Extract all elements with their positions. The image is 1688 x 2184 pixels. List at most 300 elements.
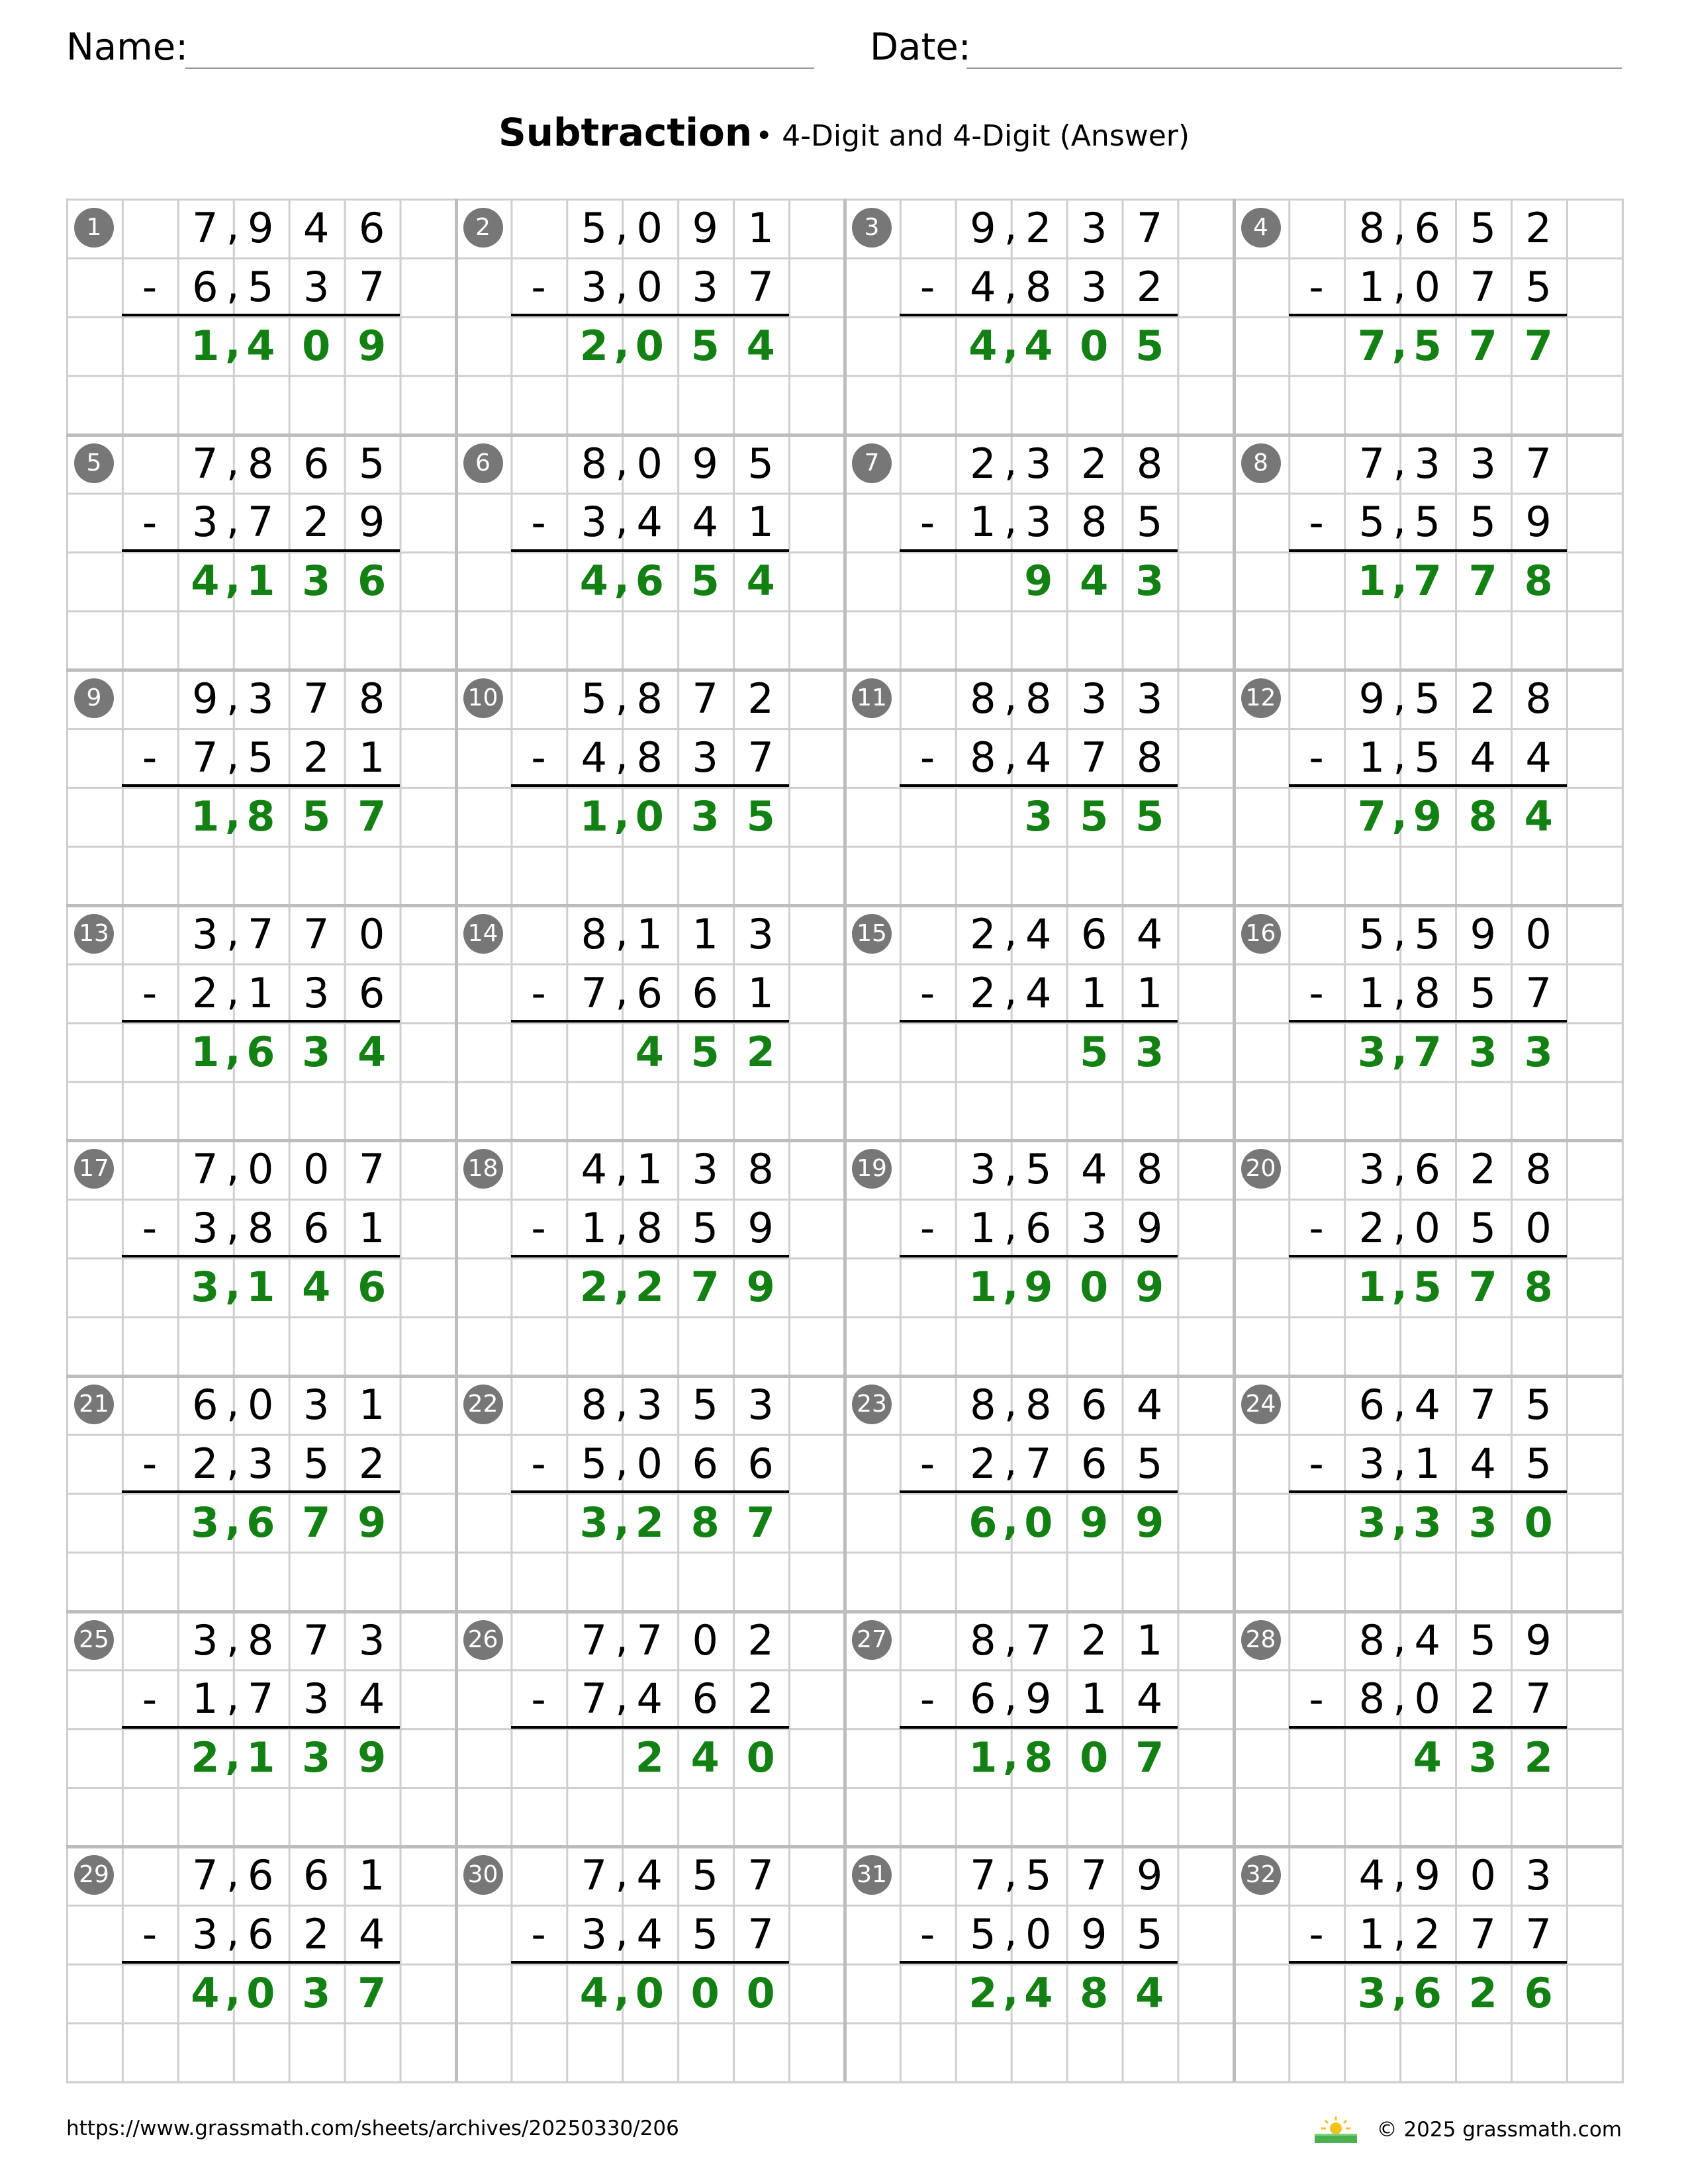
answer-digit: 7 — [690, 1263, 720, 1312]
subtrahend-digit: 3 — [692, 733, 718, 782]
subtrahend-comma: , — [1393, 731, 1407, 780]
problem-10 — [455, 669, 845, 905]
answer-comma: , — [614, 554, 630, 603]
minuend-digit: 7 — [303, 674, 330, 723]
minuend-digit: 1 — [358, 1381, 385, 1429]
subtrahend-comma: , — [615, 731, 629, 780]
answer-digit: 3 — [191, 1263, 220, 1312]
answer-digit: 1 — [968, 1263, 998, 1312]
answer-digit: 5 — [690, 321, 720, 370]
subtrahend-digit: 1 — [1414, 1439, 1440, 1488]
answer-digit: 6 — [635, 557, 664, 606]
answer-digit: 2 — [635, 1263, 664, 1312]
answer-comma: , — [225, 789, 241, 838]
minuend-digit: 8 — [1525, 1145, 1552, 1194]
minus-sign: - — [1309, 1674, 1324, 1723]
minus-sign: - — [142, 1674, 158, 1723]
minuend-digit: 3 — [636, 1381, 663, 1429]
subtrahend-comma: , — [1393, 1436, 1407, 1485]
minuend-comma: , — [226, 672, 240, 721]
minuend-digit: 7 — [1080, 1851, 1107, 1900]
subtrahend-digit: 8 — [636, 1204, 663, 1253]
subtrahend-digit: 6 — [692, 1439, 718, 1488]
minuend-digit: 9 — [970, 204, 996, 252]
problem-29 — [66, 1846, 455, 2081]
minuend-digit: 3 — [970, 1145, 996, 1194]
problem-number-badge: 26 — [463, 1620, 503, 1660]
answer-digit: 5 — [1080, 792, 1109, 841]
footer-url[interactable]: https://www.grassmath.com/sheets/archives/20250330/206 — [66, 2116, 679, 2140]
minuend-digit: 7 — [358, 1145, 385, 1194]
minuend-comma: , — [615, 1613, 629, 1662]
answer-comma: , — [1391, 1024, 1408, 1073]
answer-digit: 2 — [635, 1498, 664, 1547]
problem-20 — [1233, 1140, 1622, 1375]
minuend-digit: 7 — [692, 674, 718, 723]
minuend-digit: 8 — [581, 439, 608, 488]
minuend-digit: 6 — [192, 1381, 218, 1429]
answer-digit: 0 — [746, 1968, 775, 2017]
subtrahend-comma: , — [226, 1672, 240, 1721]
problem-25 — [66, 1611, 455, 1846]
subtrahend-digit: 0 — [636, 262, 663, 311]
date-line[interactable] — [966, 68, 1622, 69]
answer-comma: , — [225, 554, 241, 603]
minuend-digit: 8 — [1136, 1145, 1163, 1194]
minus-sign: - — [919, 263, 935, 311]
subtrahend-digit: 4 — [581, 733, 608, 782]
subtrahend-digit: 3 — [581, 1910, 608, 1959]
subtrahend-digit: 6 — [636, 968, 663, 1017]
subtrahend-digit: 1 — [192, 1674, 218, 1723]
minuend-digit: 5 — [747, 439, 774, 488]
answer-digit: 6 — [246, 1027, 275, 1076]
answer-digit: 0 — [1024, 1498, 1053, 1547]
minuend-digit: 5 — [692, 1851, 718, 1900]
subtrahend-digit: 4 — [970, 262, 996, 311]
answer-digit: 4 — [191, 557, 220, 606]
answer-digit: 2 — [635, 1733, 664, 1782]
minuend-digit: 5 — [1470, 204, 1496, 252]
minuend-digit: 4 — [303, 204, 330, 252]
answer-digit: 5 — [302, 792, 331, 841]
answer-digit: 0 — [1080, 1263, 1109, 1312]
subtrahend-digit: 7 — [358, 262, 385, 311]
title-subtitle: • 4-Digit and 4-Digit (Answer) — [755, 119, 1190, 153]
subtrahend-digit: 5 — [1470, 968, 1496, 1017]
minus-sign: - — [531, 1674, 546, 1723]
problem-28 — [1233, 1611, 1622, 1846]
subtrahend-digit: 9 — [358, 498, 385, 547]
answer-digit: 5 — [690, 557, 720, 606]
subtrahend-digit: 7 — [1525, 1910, 1552, 1959]
subtrahend-digit: 8 — [970, 733, 996, 782]
subtrahend-digit: 2 — [747, 1674, 774, 1723]
subtrahend-digit: 4 — [1025, 968, 1052, 1017]
subtrahend-digit: 1 — [1358, 1910, 1385, 1959]
subtrahend-digit: 5 — [1414, 733, 1440, 782]
subtrahend-digit: 2 — [192, 1439, 218, 1488]
minuend-digit: 0 — [248, 1381, 274, 1429]
minuend-digit: 2 — [747, 674, 774, 723]
problem-21 — [66, 1375, 455, 1611]
answer-digit: 6 — [357, 557, 387, 606]
minuend-digit: 6 — [1414, 204, 1440, 252]
subtrahend-digit: 9 — [1080, 1910, 1107, 1959]
minus-sign: - — [142, 1439, 158, 1488]
minuend-digit: 7 — [747, 1851, 774, 1900]
subtrahend-digit: 1 — [747, 968, 774, 1017]
minuend-digit: 4 — [1136, 1381, 1163, 1429]
problem-number-badge: 22 — [463, 1385, 503, 1424]
footer-brand — [1312, 2115, 1622, 2144]
subtrahend-digit: 3 — [192, 1204, 218, 1253]
minuend-digit: 3 — [1525, 1851, 1552, 1900]
answer-digit: 5 — [1080, 1027, 1109, 1076]
minuend-comma: , — [1004, 1848, 1017, 1897]
minuend-digit: 8 — [970, 1381, 996, 1429]
minuend-digit: 0 — [303, 1145, 330, 1194]
subtrahend-digit: 3 — [303, 262, 330, 311]
answer-comma: , — [225, 1731, 241, 1780]
problem-11 — [844, 669, 1233, 905]
subtrahend-comma: , — [1004, 1672, 1017, 1721]
answer-digit: 0 — [635, 1968, 664, 2017]
subtrahend-comma: , — [1004, 1907, 1017, 1956]
problem-26 — [455, 1611, 845, 1846]
minuend-digit: 3 — [358, 1615, 385, 1664]
answer-digit: 3 — [1468, 1027, 1497, 1076]
minuend-digit: 2 — [1470, 674, 1496, 723]
minuend-comma: , — [1393, 1848, 1407, 1897]
minuend-comma: , — [615, 672, 629, 721]
answer-digit: 9 — [746, 1263, 775, 1312]
answer-digit: 6 — [246, 1498, 275, 1547]
subtrahend-digit: 1 — [970, 1204, 996, 1253]
subtrahend-digit: 4 — [1525, 733, 1552, 782]
answer-digit: 6 — [1413, 1968, 1442, 2017]
minuend-comma: , — [1393, 1378, 1407, 1426]
answer-digit: 1 — [191, 792, 220, 841]
minuend-digit: 0 — [248, 1145, 274, 1194]
minuend-digit: 8 — [636, 674, 663, 723]
minuend-digit: 0 — [358, 909, 385, 958]
answer-digit: 4 — [968, 321, 998, 370]
subtrahend-comma: , — [615, 1672, 629, 1721]
subtrahend-digit: 2 — [1414, 1910, 1440, 1959]
answer-digit: 0 — [746, 1733, 775, 1782]
answer-digit: 0 — [1080, 1733, 1109, 1782]
minus-sign: - — [142, 968, 158, 1017]
subtrahend-digit: 3 — [192, 1910, 218, 1959]
subtrahend-digit: 0 — [636, 1439, 663, 1488]
minuend-digit: 7 — [192, 1145, 218, 1194]
problem-number-badge: 16 — [1241, 914, 1281, 954]
subtrahend-comma: , — [1393, 495, 1407, 544]
subtrahend-digit: 4 — [1136, 1674, 1163, 1723]
minuend-digit: 9 — [248, 204, 274, 252]
subtrahend-digit: 7 — [581, 1674, 608, 1723]
minuend-comma: , — [615, 1378, 629, 1426]
subtrahend-digit: 5 — [303, 1439, 330, 1488]
subtrahend-comma: , — [226, 966, 240, 1015]
subtrahend-digit: 2 — [303, 498, 330, 547]
subtrahend-digit: 3 — [303, 1674, 330, 1723]
minuend-digit: 9 — [1136, 1851, 1163, 1900]
name-line[interactable] — [185, 68, 814, 69]
subtrahend-digit: 4 — [692, 498, 718, 547]
answer-digit: 3 — [1135, 1027, 1164, 1076]
answer-digit: 5 — [1413, 321, 1442, 370]
answer-digit: 3 — [690, 792, 720, 841]
subtrahend-comma: , — [1004, 731, 1017, 780]
minus-sign: - — [1309, 968, 1324, 1017]
minuend-digit: 5 — [1470, 1615, 1496, 1664]
problem-number-badge: 15 — [852, 914, 892, 954]
answer-digit: 9 — [1024, 1263, 1053, 1312]
minuend-digit: 6 — [1414, 1145, 1440, 1194]
answer-digit: 7 — [1468, 321, 1497, 370]
minus-sign: - — [919, 1204, 935, 1253]
problem-number-badge: 12 — [1241, 678, 1281, 718]
minus-sign: - — [531, 263, 546, 311]
answer-digit: 3 — [1413, 1498, 1442, 1547]
answer-digit: 7 — [357, 1968, 387, 2017]
minuend-digit: 5 — [581, 204, 608, 252]
answer-digit: 0 — [302, 321, 331, 370]
subtrahend-comma: , — [226, 259, 240, 308]
subtrahend-digit: 4 — [1470, 733, 1496, 782]
minuend-comma: , — [615, 907, 629, 956]
answer-digit: 9 — [1413, 792, 1442, 841]
minuend-digit: 2 — [970, 909, 996, 958]
problem-number-badge: 1 — [74, 208, 114, 248]
answer-comma: , — [1003, 1731, 1019, 1780]
answer-digit: 4 — [690, 1733, 720, 1782]
subtrahend-digit: 7 — [1470, 262, 1496, 311]
answer-digit: 7 — [746, 1498, 775, 1547]
answer-comma: , — [1003, 1495, 1019, 1544]
minuend-digit: 8 — [248, 1615, 274, 1664]
subtrahend-digit: 3 — [1025, 498, 1052, 547]
subtrahend-digit: 3 — [1080, 262, 1107, 311]
minuend-digit: 7 — [1525, 439, 1552, 488]
subtrahend-digit: 0 — [1025, 1910, 1052, 1959]
subtrahend-digit: 5 — [581, 1439, 608, 1488]
subtrahend-digit: 5 — [1525, 262, 1552, 311]
subtrahend-digit: 4 — [1025, 733, 1052, 782]
minuend-comma: , — [226, 1848, 240, 1897]
subtrahend-digit: 1 — [1136, 968, 1163, 1017]
minuend-comma: , — [615, 1142, 629, 1191]
minuend-digit: 9 — [1414, 1851, 1440, 1900]
subtrahend-comma: , — [226, 1201, 240, 1250]
minuend-digit: 4 — [1136, 909, 1163, 958]
answer-digit: 2 — [1524, 1733, 1553, 1782]
answer-digit: 5 — [690, 1027, 720, 1076]
minuend-comma: , — [1393, 1613, 1407, 1662]
subtrahend-digit: 2 — [970, 968, 996, 1017]
subtrahend-comma: , — [1393, 259, 1407, 308]
minuend-digit: 5 — [1025, 1851, 1052, 1900]
answer-digit: 8 — [1024, 1733, 1053, 1782]
minuend-digit: 6 — [248, 1851, 274, 1900]
subtrahend-digit: 6 — [1025, 1204, 1052, 1253]
minuend-digit: 6 — [303, 1851, 330, 1900]
answer-digit: 2 — [579, 321, 608, 370]
problem-14 — [455, 905, 845, 1140]
problem-17 — [66, 1140, 455, 1375]
minuend-digit: 7 — [1136, 204, 1163, 252]
minuend-digit: 9 — [1525, 1615, 1552, 1664]
problem-number-badge: 32 — [1241, 1855, 1281, 1895]
answer-digit: 5 — [1413, 1263, 1442, 1312]
minus-sign: - — [1309, 498, 1324, 547]
minus-sign: - — [142, 263, 158, 311]
minus-sign: - — [919, 1674, 935, 1723]
subtrahend-comma: , — [1004, 1436, 1017, 1485]
minuend-comma: , — [1393, 1142, 1407, 1191]
minuend-digit: 0 — [1525, 909, 1552, 958]
minuend-comma: , — [226, 201, 240, 250]
subtrahend-digit: 7 — [747, 262, 774, 311]
minuend-digit: 1 — [358, 1851, 385, 1900]
answer-digit: 0 — [1524, 1498, 1553, 1547]
answer-digit: 3 — [1357, 1498, 1386, 1547]
answer-digit: 0 — [635, 321, 664, 370]
minuend-digit: 3 — [1025, 439, 1052, 488]
problem-number-badge: 24 — [1241, 1385, 1281, 1424]
minuend-digit: 3 — [192, 909, 218, 958]
answer-digit: 7 — [1468, 557, 1497, 606]
minuend-digit: 8 — [581, 909, 608, 958]
answer-digit: 9 — [357, 321, 387, 370]
subtrahend-digit: 2 — [970, 1439, 996, 1488]
minuend-digit: 7 — [1358, 439, 1385, 488]
subtrahend-digit: 2 — [1470, 1674, 1496, 1723]
minus-sign: - — [1309, 263, 1324, 311]
sun-grass-logo-icon — [1312, 2115, 1360, 2144]
answer-digit: 1 — [579, 792, 608, 841]
answer-digit: 4 — [357, 1027, 387, 1076]
problem-number-badge: 8 — [1241, 443, 1281, 483]
problem-30 — [455, 1846, 845, 2081]
minuend-digit: 2 — [1525, 204, 1552, 252]
minus-sign: - — [531, 733, 546, 782]
answer-digit: 4 — [579, 1968, 608, 2017]
subtrahend-comma: , — [1393, 1672, 1407, 1721]
worksheet-title — [0, 106, 1688, 169]
answer-comma: , — [1391, 1966, 1408, 2015]
problem-18 — [455, 1140, 845, 1375]
answer-comma: , — [225, 1966, 241, 2015]
problem-number-badge: 3 — [852, 208, 892, 248]
problem-number-badge: 21 — [74, 1385, 114, 1424]
subtrahend-comma: , — [1393, 1201, 1407, 1250]
answer-comma: , — [614, 789, 630, 838]
minuend-digit: 3 — [1080, 674, 1107, 723]
subtrahend-digit: 2 — [303, 733, 330, 782]
minuend-comma: , — [615, 201, 629, 250]
answer-digit: 7 — [1135, 1733, 1164, 1782]
answer-digit: 9 — [357, 1498, 387, 1547]
answer-comma: , — [614, 1495, 630, 1544]
answer-comma: , — [225, 1260, 241, 1309]
problem-2 — [455, 199, 845, 434]
minuend-digit: 9 — [192, 674, 218, 723]
answer-digit: 4 — [1413, 1733, 1442, 1782]
subtrahend-digit: 5 — [248, 733, 274, 782]
subtrahend-comma: , — [226, 731, 240, 780]
minuend-comma: , — [1004, 672, 1017, 721]
answer-digit: 4 — [746, 557, 775, 606]
minuend-digit: 3 — [692, 1145, 718, 1194]
date-label: Date: — [870, 26, 971, 69]
answer-digit: 4 — [1135, 1968, 1164, 2017]
subtrahend-digit: 1 — [1358, 968, 1385, 1017]
subtrahend-digit: 0 — [1414, 1204, 1440, 1253]
subtrahend-digit: 7 — [747, 733, 774, 782]
minuend-digit: 4 — [1414, 1615, 1440, 1664]
minus-sign: - — [531, 498, 546, 547]
minuend-digit: 7 — [636, 1615, 663, 1664]
subtrahend-digit: 7 — [581, 968, 608, 1017]
answer-digit: 6 — [968, 1498, 998, 1547]
subtrahend-comma: , — [615, 495, 629, 544]
minuend-digit: 3 — [747, 909, 774, 958]
minuend-comma: , — [1004, 1378, 1017, 1426]
answer-digit: 9 — [1135, 1498, 1164, 1547]
problem-24 — [1233, 1375, 1622, 1611]
problem-number-badge: 4 — [1241, 208, 1281, 248]
minuend-digit: 7 — [970, 1851, 996, 1900]
minuend-comma: , — [226, 436, 240, 485]
minuend-digit: 7 — [303, 909, 330, 958]
title-main: Subtraction — [498, 110, 753, 155]
minuend-digit: 8 — [248, 439, 274, 488]
problem-number-badge: 7 — [852, 443, 892, 483]
subtrahend-digit: 0 — [1414, 262, 1440, 311]
problem-9 — [66, 669, 455, 905]
subtrahend-digit: 3 — [248, 1439, 274, 1488]
minuend-digit: 5 — [1414, 674, 1440, 723]
minuend-digit: 7 — [303, 1615, 330, 1664]
subtrahend-comma: , — [1393, 966, 1407, 1015]
subtrahend-digit: 0 — [1525, 1204, 1552, 1253]
answer-digit: 3 — [1024, 792, 1053, 841]
answer-comma: , — [225, 318, 241, 367]
subtrahend-digit: 3 — [581, 262, 608, 311]
minuend-digit: 4 — [1025, 909, 1052, 958]
minuend-digit: 8 — [358, 674, 385, 723]
subtrahend-digit: 7 — [1470, 1910, 1496, 1959]
minuend-digit: 3 — [1080, 204, 1107, 252]
answer-digit: 7 — [357, 792, 387, 841]
minuend-digit: 9 — [692, 439, 718, 488]
minuend-comma: , — [1393, 672, 1407, 721]
problem-1 — [66, 199, 455, 434]
minuend-digit: 3 — [1136, 674, 1163, 723]
subtrahend-digit: 7 — [1025, 1439, 1052, 1488]
answer-comma: , — [614, 1966, 630, 2015]
minuend-digit: 8 — [1358, 204, 1385, 252]
answer-digit: 3 — [191, 1498, 220, 1547]
minus-sign: - — [531, 1204, 546, 1253]
problem-number-badge: 2 — [463, 208, 503, 248]
problem-number-badge: 10 — [463, 678, 503, 718]
minuend-comma: , — [1393, 436, 1407, 485]
subtrahend-digit: 3 — [1358, 1439, 1385, 1488]
